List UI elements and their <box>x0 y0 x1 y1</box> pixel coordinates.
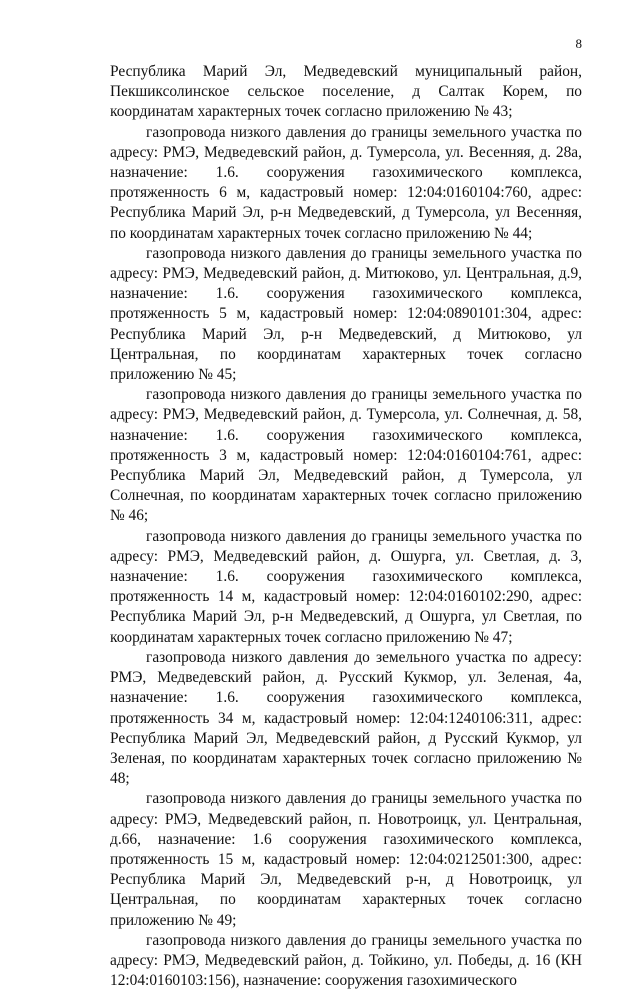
paragraph-3: газопровода низкого давления до границы земельного участка по адресу: РМЭ, Медведевский район, д. Митюково, ул. Центральная, д.9, назначение: 1.6. сооружения газохимического комплекса, протяженность 5 м, кадастровый номер: 12:04:0890101:304, адрес: Республика Марий Эл, р-н Медведевский, д Митюково, ул Центральная, по координатам характерных точек согласно приложению № 45; <box>110 244 582 384</box>
paragraph-5: газопровода низкого давления до границы земельного участка по адресу: РМЭ, Медведевский район, д. Ошурга, ул. Светлая, д. 3, назначение: 1.6. сооружения газохимического комплекса, протяженность 14 м, кадастровый номер: 12:04:0160102:290, адрес: Республика Марий Эл, р-н Медведевский, д Ошурга, ул Светлая, по координатам характерных точек согласно приложению № 47; <box>110 527 582 646</box>
paragraph-4: газопровода низкого давления до границы земельного участка по адресу: РМЭ, Медведевский район, д. Тумерсола, ул. Солнечная, д. 58, назначение: 1.6. сооружения газохимического комплекса, протяженность 3 м, кадастровый номер: 12:04:0160104:761, адрес: Республика Марий Эл, Медведевский район, д Тумерсола, ул Солнечная, по координатам характерных точек согласно приложению № 46; <box>110 386 582 525</box>
paragraph-2: газопровода низкого давления до границы земельного участка по адресу: РМЭ, Медведевский район, д. Тумерсола, ул. Весенняя, д. 28а, назначение: 1.6. сооружения газохимического комплекса, протяженность 6 м, кадастровый номер: 12:04:0160104:760, адрес: Республика Марий Эл, р-н Медведевский, д Тумерсола, ул Весенняя, по координатам характерных точек согласно приложению № 44; <box>110 123 582 242</box>
document-body <box>110 62 582 991</box>
paragraph-6: газопровода низкого давления до земельного участка по адресу: РМЭ, Медведевский район, д. Русский Кукмор, ул. Зеленая, 4а, назначение: 1.6. сооружения газохимического комплекса, протяженность 34 м, кадастровый номер: 12:04:1240106:311, адрес: Республика Марий Эл, Медведевский район, д Русский Кукмор, ул Зеленая, по координатам характерных точек согласно приложению № 48; <box>110 648 582 788</box>
paragraph-7: газопровода низкого давления до границы земельного участка по адресу: РМЭ, Медведевский район, п. Новотроицк, ул. Центральная, д.66, назначение: 1.6 сооружения газохимического комплекса, протяженность 15 м, кадастровый номер: 12:04:0212501:300, адрес: Республика Марий Эл, Медведевский р-н, д Новотроицк, ул Центральная, по координатам характерных точек согласно приложению № 49; <box>110 790 582 929</box>
page-number: 8 <box>575 36 582 51</box>
paragraph-1: Республика Марий Эл, Медведевский муниципальный район, Пекшиксолинское сельское поселение, д Салтак Корем, по координатам характерных точек согласно приложению № 43; <box>110 63 582 121</box>
paragraph-8: газопровода низкого давления до границы земельного участка по адресу: РМЭ, Медведевский район, д. Тойкино, ул. Победы, д. 16 (КН 12:04:0160103:156), назначение: сооружения газохимического <box>110 931 582 990</box>
